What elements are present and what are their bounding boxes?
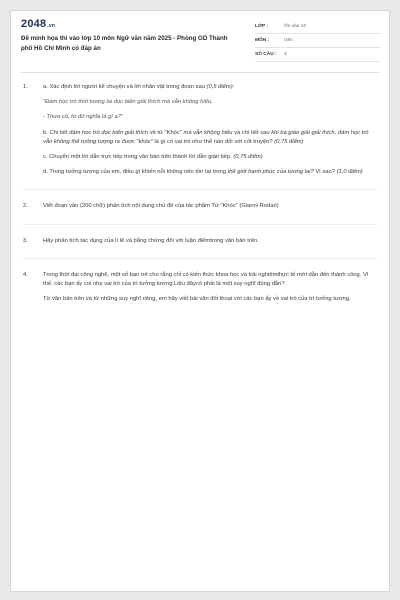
part-text: b. Chi tiết [43, 129, 68, 136]
logo-domain: .vn [47, 23, 56, 29]
header-divider [21, 72, 379, 73]
part-text: c. Chuyển một lời dẫn trực tiếp trong văn bản trên thành lời dẫn gián tiếp. [43, 154, 232, 161]
exam-title: Đề minh họa thi vào lớp 10 môn Ngữ văn năm 2025 - Phòng GD Thành phố Hồ Chí Minh có đáp án [21, 35, 228, 52]
meta-value: 4 [284, 52, 287, 57]
logo-text: 2048 [21, 18, 47, 30]
question-body [43, 271, 375, 305]
italic-text: sau khi bà giáo giải giải thích, đám học trò vẫn không thể tưởng tượng ra được "khóc" [43, 129, 369, 145]
question-body [43, 202, 375, 211]
points: (0,5 điểm): [206, 84, 235, 90]
meta-value: Ôn vào 10 [284, 24, 307, 29]
question-number: 4. [23, 271, 28, 278]
exam-meta [255, 20, 381, 62]
part-text: là gì có vai trò như thế nào đối với cốt truyện? [154, 138, 273, 145]
question-number: 3. [23, 237, 28, 244]
question-body [43, 83, 375, 177]
question-text: Hãy phân tích tác dụng của lí lẽ và bằng chứng đối với luận điểmtrong văn bản trên. [43, 237, 259, 244]
meta-label: LỚP : [255, 24, 269, 29]
part-text: d. Trong tưởng tượng của em, điều gì khiến nỗi không nên tồn tại trong [43, 169, 226, 176]
question-text: Viết đoạn văn (200 chữ) phân tích nội dung chủ đề của tác phẩm Từ "Khóc" (Gianni Rodari) [43, 203, 279, 210]
meta-row-subject [255, 34, 381, 48]
question-number: 2. [23, 203, 28, 210]
question-4 [23, 271, 375, 305]
points: (1,0 điểm) [336, 169, 363, 176]
question-1 [23, 83, 375, 177]
italic-text: thế giới hạnh phúc của tương lai? [227, 169, 314, 176]
question-text: Từ văn bản trên và từ những suy nghĩ riêng, em hãy viết bài văn đối thoại với các bạn ấy về vai trò của trí tưởng tượng. [43, 296, 351, 303]
question-text: Trong thời đại công nghệ, một số bạn trẻ cho rằng chỉ có kiến thức khoa học và trải nghiệmthực tế mới dẫn đến thành công. Vì thế, các bạn ấy coi nhẹ vai trò của trí tưởng tượng.Liệu đâycó phải là một suy nghĩ đúng đắn? [43, 271, 369, 288]
question-body [43, 237, 375, 246]
question-3 [23, 237, 375, 246]
question-part-d [43, 168, 375, 177]
points: (0,75 điểm) [233, 154, 263, 161]
question-number: 1. [23, 84, 28, 90]
part-text: a. Xác định lời người kể chuyện và lời nhân vật trong đoạn sau [43, 84, 205, 90]
quote-line: "Đám học trò thời tương lai đọc biến giải thích mà vẫn không hiểu. [43, 99, 213, 106]
quote-line: - Thưa cô, từ đó nghĩa là gì ạ?" [43, 114, 123, 121]
italic-text: mà vẫn không hiểu [183, 129, 233, 136]
question-divider [23, 189, 377, 190]
part-text: Vì sao? [315, 169, 335, 176]
part-text: về từ "Khóc" [149, 129, 182, 136]
meta-row-class [255, 20, 381, 34]
site-logo[interactable] [21, 18, 55, 30]
question-part-c [43, 153, 375, 162]
part-text: và chi tiết [234, 129, 259, 136]
points: (0,75 điểm) [274, 138, 304, 145]
question-divider [23, 258, 377, 259]
question-part-b [43, 129, 375, 147]
meta-label: MÔN : [255, 38, 270, 43]
meta-label: SỐ CÂU : [255, 52, 277, 57]
question-part-a [43, 83, 375, 92]
meta-value: Văn [284, 38, 293, 43]
question-list [23, 83, 375, 304]
question-divider [23, 224, 377, 225]
question-2 [23, 202, 375, 211]
italic-text: đám học trò đọc biến giải thích [69, 129, 149, 136]
meta-row-question-count [255, 48, 381, 62]
exam-page [10, 10, 390, 592]
